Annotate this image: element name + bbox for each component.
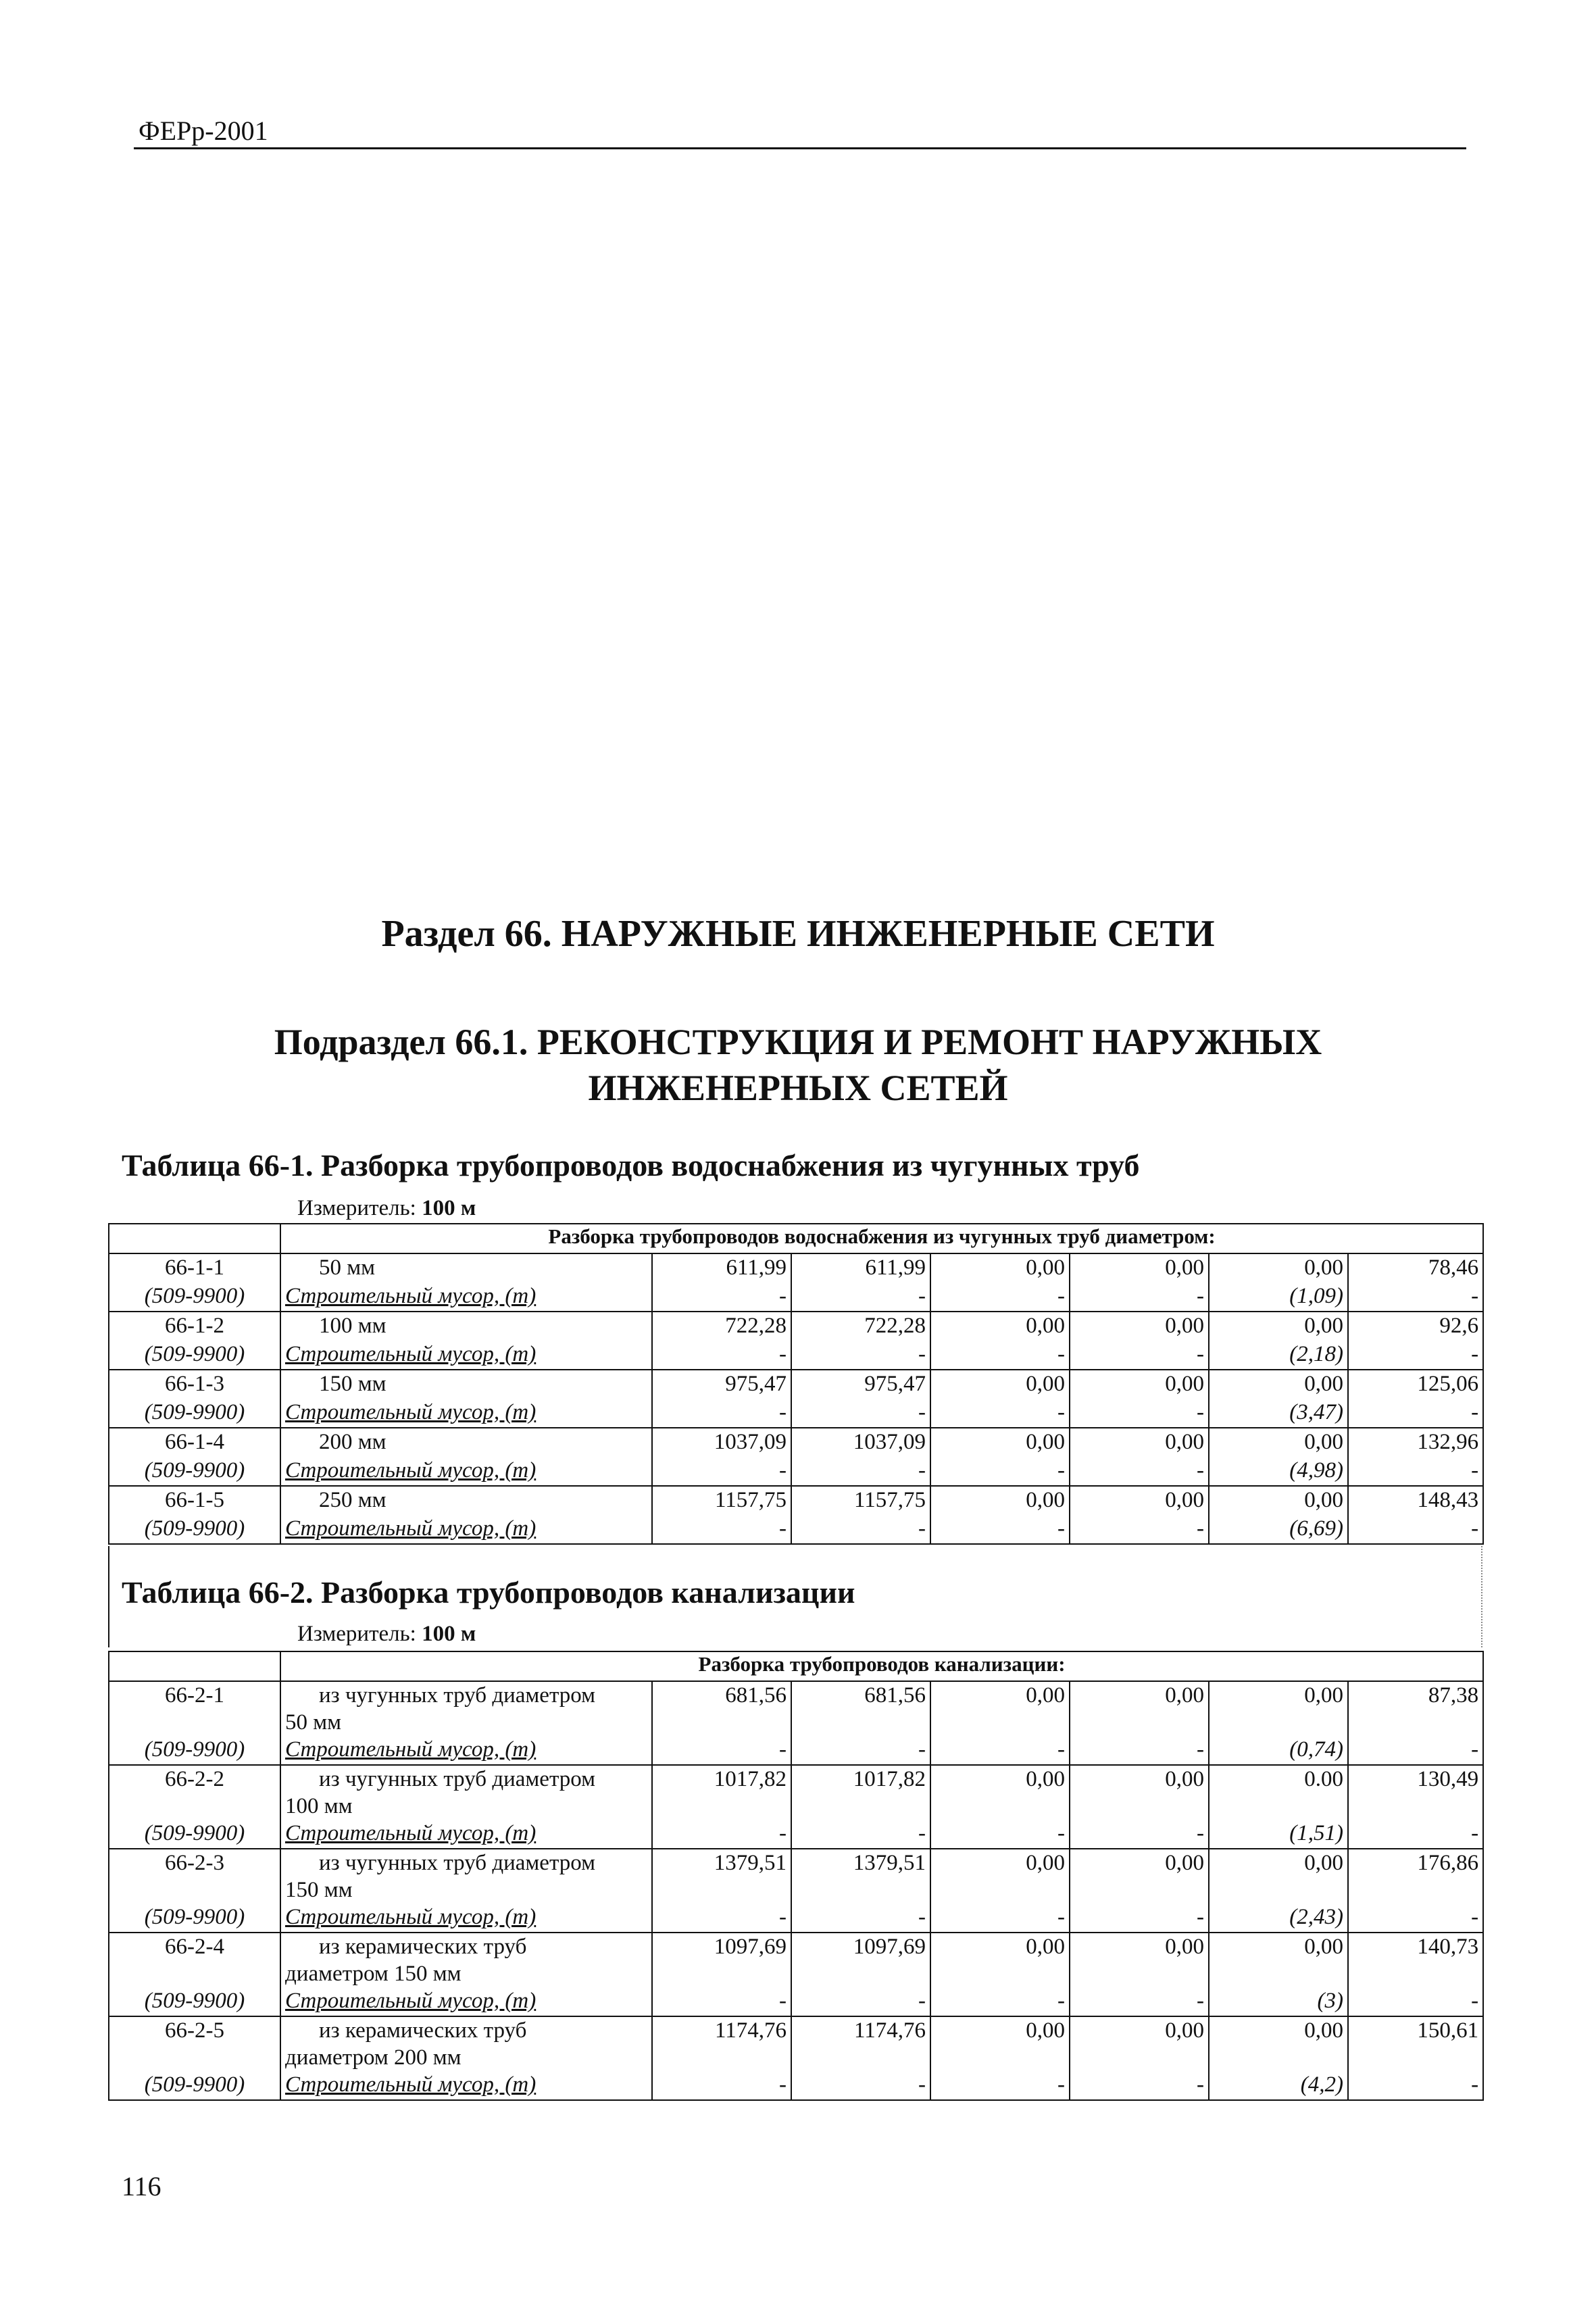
resource-value-5: (4,2)	[1209, 2071, 1348, 2100]
value-cell-6: 87,38	[1348, 1681, 1483, 1736]
norm-name	[280, 1849, 652, 1903]
value-cell-5: 0,00	[1209, 1370, 1348, 1399]
resource-value-4: -	[1070, 1399, 1209, 1428]
resource-code: (509-9900)	[109, 1736, 280, 1765]
value-cell-3: 0,00	[930, 1933, 1070, 1987]
resource-value-3: -	[930, 1515, 1070, 1544]
running-header: ФЕРр-2001	[139, 116, 268, 146]
norm-code: 66-1-1	[109, 1253, 280, 1283]
table1-measure	[297, 1196, 476, 1221]
value-cell-1: 1017,82	[652, 1765, 791, 1820]
resource-value-5: (4,98)	[1209, 1457, 1348, 1486]
resource-value-4: -	[1070, 1457, 1209, 1486]
value-cell-2: 1017,82	[791, 1765, 930, 1820]
resource-value-1: -	[652, 1341, 791, 1370]
resource-code: (509-9900)	[109, 1283, 280, 1312]
resource-value-6: -	[1348, 1399, 1483, 1428]
resource-name: Строительный мусор, (т)	[280, 1515, 652, 1544]
resource-code: (509-9900)	[109, 1341, 280, 1370]
table2	[108, 1651, 1484, 2101]
value-cell-2: 681,56	[791, 1681, 930, 1736]
value-cell-3: 0,00	[930, 1486, 1070, 1515]
norm-name-line1: из керамических труб	[319, 2018, 527, 2043]
value-cell-5: 0,00	[1209, 1681, 1348, 1736]
resource-row	[109, 2071, 1483, 2100]
value-cell-4: 0,00	[1070, 1849, 1209, 1903]
resource-value-1: -	[652, 2071, 791, 2100]
table-row	[109, 1933, 1483, 1987]
resource-code: (509-9900)	[109, 1987, 280, 2016]
table-row	[109, 1428, 1483, 1457]
resource-value-1: -	[652, 1457, 791, 1486]
resource-value-3: -	[930, 1457, 1070, 1486]
resource-value-2: -	[791, 1903, 930, 1933]
value-cell-1: 611,99	[652, 1253, 791, 1283]
resource-value-1: -	[652, 1987, 791, 2016]
value-cell-6: 176,86	[1348, 1849, 1483, 1903]
value-cell-2: 1097,69	[791, 1933, 930, 1987]
value-cell-5: 0,00	[1209, 1253, 1348, 1283]
value-cell-1: 681,56	[652, 1681, 791, 1736]
value-cell-6: 150,61	[1348, 2016, 1483, 2071]
value-cell-3: 0,00	[930, 1370, 1070, 1399]
resource-value-5: (1,51)	[1209, 1820, 1348, 1849]
norm-code: 66-1-3	[109, 1370, 280, 1399]
table-row	[109, 1486, 1483, 1515]
resource-row	[109, 1283, 1483, 1312]
table2-measure-label: Измеритель:	[297, 1622, 416, 1646]
resource-value-6: -	[1348, 1987, 1483, 2016]
value-cell-1: 1037,09	[652, 1428, 791, 1457]
norm-name: 50 мм	[280, 1253, 652, 1283]
resource-value-2: -	[791, 1987, 930, 2016]
norm-code: 66-2-2	[109, 1765, 280, 1820]
resource-value-3: -	[930, 1283, 1070, 1312]
resource-row	[109, 1736, 1483, 1765]
resource-value-3: -	[930, 1341, 1070, 1370]
norm-name-line1: из керамических труб	[319, 1935, 527, 1959]
resource-value-4: -	[1070, 1283, 1209, 1312]
subsection-title-line2: ИНЖЕНЕРНЫХ СЕТЕЙ	[588, 1068, 1008, 1108]
value-cell-1: 1174,76	[652, 2016, 791, 2071]
value-cell-5: 0,00	[1209, 2016, 1348, 2071]
resource-value-4: -	[1070, 1903, 1209, 1933]
value-cell-6: 78,46	[1348, 1253, 1483, 1283]
norm-code: 66-2-3	[109, 1849, 280, 1903]
resource-name: Строительный мусор, (т)	[280, 1283, 652, 1312]
table2-measure-value: 100 м	[422, 1622, 476, 1646]
resource-value-5: (2,43)	[1209, 1903, 1348, 1933]
resource-value-1: -	[652, 1736, 791, 1765]
norm-name: 250 мм	[280, 1486, 652, 1515]
resource-value-3: -	[930, 1903, 1070, 1933]
resource-value-6: -	[1348, 1457, 1483, 1486]
header-blank-cell	[109, 1224, 280, 1253]
resource-name: Строительный мусор, (т)	[280, 1341, 652, 1370]
resource-name: Строительный мусор, (т)	[280, 1903, 652, 1933]
norm-code: 66-1-4	[109, 1428, 280, 1457]
resource-value-6: -	[1348, 2071, 1483, 2100]
resource-value-2: -	[791, 1457, 930, 1486]
value-cell-6: 92,6	[1348, 1312, 1483, 1341]
resource-value-4: -	[1070, 1820, 1209, 1849]
value-cell-2: 975,47	[791, 1370, 930, 1399]
table-row	[109, 1370, 1483, 1399]
resource-code: (509-9900)	[109, 1399, 280, 1428]
resource-name: Строительный мусор, (т)	[280, 2071, 652, 2100]
resource-value-4: -	[1070, 1736, 1209, 1765]
value-cell-2: 1157,75	[791, 1486, 930, 1515]
value-cell-3: 0,00	[930, 1428, 1070, 1457]
resource-value-1: -	[652, 1820, 791, 1849]
resource-value-6: -	[1348, 1820, 1483, 1849]
norm-name-line2: диаметром 150 мм	[285, 1962, 462, 1986]
resource-row	[109, 1399, 1483, 1428]
value-cell-5: 0,00	[1209, 1933, 1348, 1987]
resource-value-4: -	[1070, 2071, 1209, 2100]
resource-code: (509-9900)	[109, 1515, 280, 1544]
value-cell-4: 0,00	[1070, 1370, 1209, 1399]
value-cell-4: 0,00	[1070, 1486, 1209, 1515]
norm-name: 200 мм	[280, 1428, 652, 1457]
resource-value-5: (1,09)	[1209, 1283, 1348, 1312]
resource-value-2: -	[791, 1341, 930, 1370]
resource-value-3: -	[930, 1399, 1070, 1428]
value-cell-2: 1379,51	[791, 1849, 930, 1903]
value-cell-6: 148,43	[1348, 1486, 1483, 1515]
norm-name	[280, 1681, 652, 1736]
table-row	[109, 2016, 1483, 2071]
resource-row	[109, 1341, 1483, 1370]
resource-row	[109, 1987, 1483, 2016]
norm-name-line2: диаметром 200 мм	[285, 2045, 462, 2070]
value-cell-5: 0,00	[1209, 1849, 1348, 1903]
value-cell-3: 0,00	[930, 1765, 1070, 1820]
table-row	[109, 1765, 1483, 1820]
resource-value-1: -	[652, 1399, 791, 1428]
resource-name: Строительный мусор, (т)	[280, 1399, 652, 1428]
value-cell-4: 0,00	[1070, 2016, 1209, 2071]
resource-value-6: -	[1348, 1283, 1483, 1312]
value-cell-5: 0,00	[1209, 1486, 1348, 1515]
subsection-title-line1: Подраздел 66.1. РЕКОНСТРУКЦИЯ И РЕМОНТ НАРУЖНЫХ	[274, 1022, 1322, 1062]
norm-name	[280, 2016, 652, 2071]
group-header-row	[109, 1224, 1483, 1253]
resource-value-5: (0,74)	[1209, 1736, 1348, 1765]
norm-code: 66-2-1	[109, 1681, 280, 1736]
norm-name: 150 мм	[280, 1370, 652, 1399]
table2-measure	[297, 1622, 476, 1647]
resource-row	[109, 1457, 1483, 1486]
resource-value-2: -	[791, 1515, 930, 1544]
value-cell-5: 0,00	[1209, 1428, 1348, 1457]
resource-value-3: -	[930, 1736, 1070, 1765]
norm-name-line1: из чугунных труб диаметром	[319, 1767, 596, 1791]
norm-name: 100 мм	[280, 1312, 652, 1341]
value-cell-3: 0,00	[930, 1253, 1070, 1283]
resource-code: (509-9900)	[109, 1457, 280, 1486]
resource-value-4: -	[1070, 1987, 1209, 2016]
value-cell-3: 0,00	[930, 2016, 1070, 2071]
resource-value-2: -	[791, 1736, 930, 1765]
resource-value-3: -	[930, 2071, 1070, 2100]
value-cell-2: 722,28	[791, 1312, 930, 1341]
table-row	[109, 1312, 1483, 1341]
norm-code: 66-2-4	[109, 1933, 280, 1987]
resource-code: (509-9900)	[109, 2071, 280, 2100]
norm-name-line1: из чугунных труб диаметром	[319, 1851, 596, 1875]
resource-value-6: -	[1348, 1341, 1483, 1370]
resource-value-6: -	[1348, 1903, 1483, 1933]
header-divider	[134, 147, 1466, 149]
value-cell-2: 611,99	[791, 1253, 930, 1283]
section-title: Раздел 66. НАРУЖНЫЕ ИНЖЕНЕРНЫЕ СЕТИ	[381, 913, 1215, 955]
resource-value-2: -	[791, 2071, 930, 2100]
value-cell-6: 125,06	[1348, 1370, 1483, 1399]
resource-row	[109, 1820, 1483, 1849]
value-cell-4: 0,00	[1070, 1765, 1209, 1820]
resource-value-3: -	[930, 1820, 1070, 1849]
norm-code: 66-2-5	[109, 2016, 280, 2071]
resource-row	[109, 1903, 1483, 1933]
norm-name	[280, 1933, 652, 1987]
value-cell-2: 1037,09	[791, 1428, 930, 1457]
value-cell-1: 1379,51	[652, 1849, 791, 1903]
resource-value-2: -	[791, 1283, 930, 1312]
value-cell-5: 0,00	[1209, 1312, 1348, 1341]
resource-value-1: -	[652, 1903, 791, 1933]
resource-value-6: -	[1348, 1515, 1483, 1544]
table1-measure-label: Измеритель:	[297, 1196, 416, 1220]
table1-measure-value: 100 м	[422, 1196, 476, 1220]
value-cell-6: 140,73	[1348, 1933, 1483, 1987]
resource-value-4: -	[1070, 1341, 1209, 1370]
resource-code: (509-9900)	[109, 1903, 280, 1933]
resource-value-4: -	[1070, 1515, 1209, 1544]
value-cell-3: 0,00	[930, 1312, 1070, 1341]
norm-name-line2: 150 мм	[285, 1878, 353, 1902]
value-cell-3: 0,00	[930, 1849, 1070, 1903]
group-header: Разборка трубопроводов канализации:	[280, 1651, 1483, 1681]
value-cell-4: 0,00	[1070, 1253, 1209, 1283]
subsection-title	[0, 1019, 1596, 1111]
value-cell-4: 0,00	[1070, 1312, 1209, 1341]
resource-value-1: -	[652, 1515, 791, 1544]
table2-title: Таблица 66-2. Разборка трубопроводов канализации	[122, 1575, 855, 1610]
resource-value-3: -	[930, 1987, 1070, 2016]
resource-name: Строительный мусор, (т)	[280, 1457, 652, 1486]
norm-name-line1: из чугунных труб диаметром	[319, 1683, 596, 1708]
resource-value-6: -	[1348, 1736, 1483, 1765]
resource-name: Строительный мусор, (т)	[280, 1820, 652, 1849]
resource-value-2: -	[791, 1399, 930, 1428]
value-cell-6: 130,49	[1348, 1765, 1483, 1820]
norm-name-line2: 50 мм	[285, 1710, 342, 1735]
resource-value-5: (3,47)	[1209, 1399, 1348, 1428]
resource-value-1: -	[652, 1283, 791, 1312]
resource-name: Строительный мусор, (т)	[280, 1987, 652, 2016]
value-cell-5: 0.00	[1209, 1765, 1348, 1820]
group-header-row	[109, 1651, 1483, 1681]
table-row	[109, 1849, 1483, 1903]
group-header: Разборка трубопроводов водоснабжения из чугунных труб диаметром:	[280, 1224, 1483, 1253]
resource-value-5: (6,69)	[1209, 1515, 1348, 1544]
value-cell-1: 975,47	[652, 1370, 791, 1399]
value-cell-1: 1157,75	[652, 1486, 791, 1515]
table-row	[109, 1681, 1483, 1736]
value-cell-1: 1097,69	[652, 1933, 791, 1987]
value-cell-4: 0,00	[1070, 1933, 1209, 1987]
norm-code: 66-1-5	[109, 1486, 280, 1515]
table-row	[109, 1253, 1483, 1283]
resource-value-2: -	[791, 1820, 930, 1849]
value-cell-2: 1174,76	[791, 2016, 930, 2071]
resource-row	[109, 1515, 1483, 1544]
value-cell-1: 722,28	[652, 1312, 791, 1341]
header-blank-cell	[109, 1651, 280, 1681]
resource-name: Строительный мусор, (т)	[280, 1736, 652, 1765]
norm-code: 66-1-2	[109, 1312, 280, 1341]
value-cell-6: 132,96	[1348, 1428, 1483, 1457]
norm-name	[280, 1765, 652, 1820]
value-cell-4: 0,00	[1070, 1681, 1209, 1736]
resource-value-5: (3)	[1209, 1987, 1348, 2016]
norm-name-line2: 100 мм	[285, 1794, 353, 1818]
value-cell-4: 0,00	[1070, 1428, 1209, 1457]
resource-value-5: (2,18)	[1209, 1341, 1348, 1370]
resource-code: (509-9900)	[109, 1820, 280, 1849]
table1-title: Таблица 66-1. Разборка трубопроводов водоснабжения из чугунных труб	[122, 1148, 1140, 1183]
value-cell-3: 0,00	[930, 1681, 1070, 1736]
table1	[108, 1223, 1484, 1545]
page-number: 116	[122, 2171, 161, 2201]
